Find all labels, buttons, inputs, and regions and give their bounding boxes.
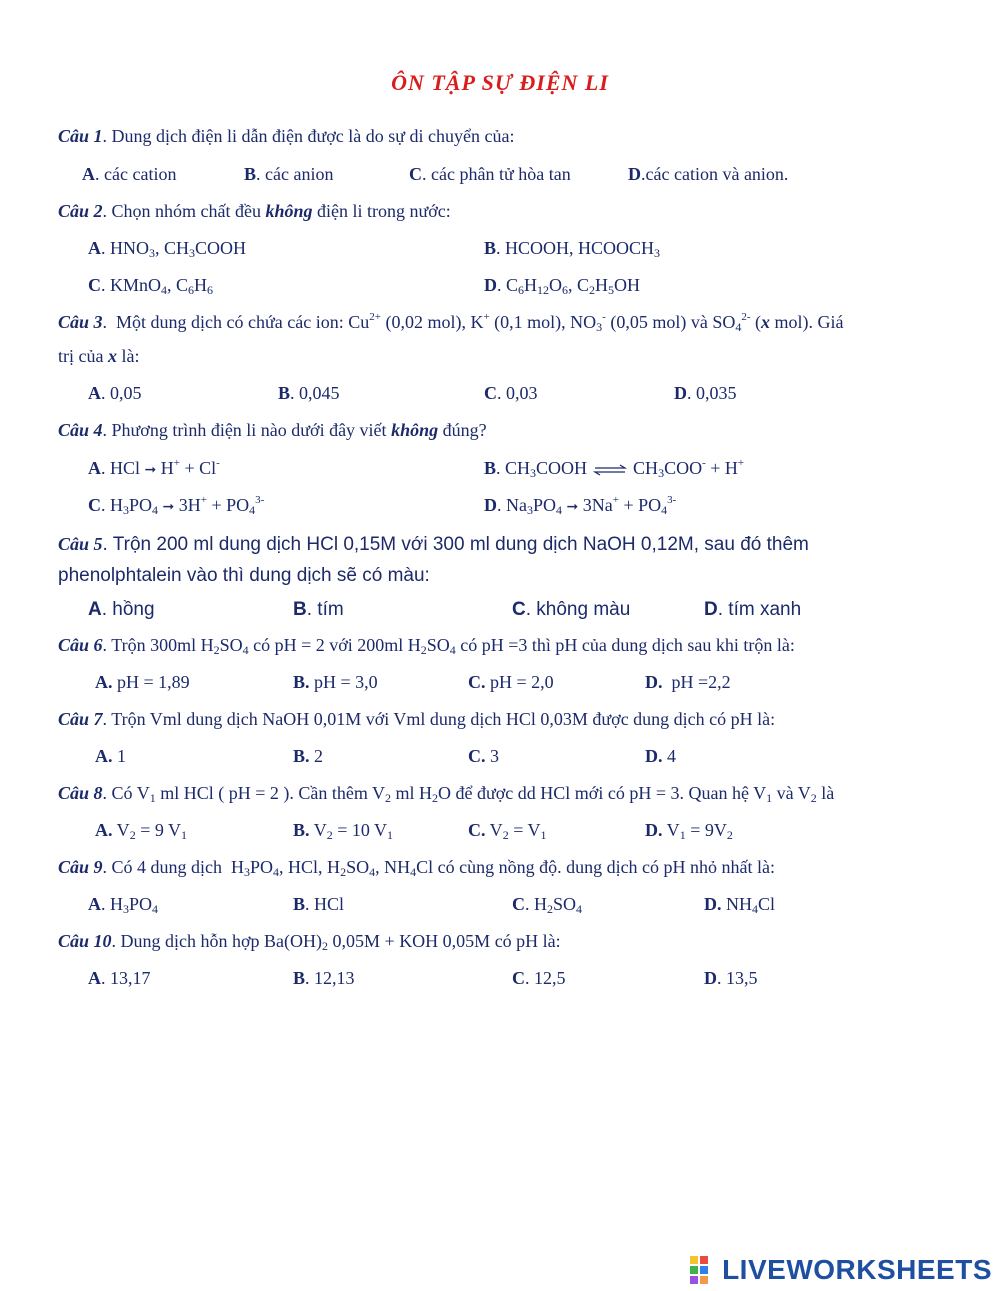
option-c[interactable]: C. không màu	[512, 599, 631, 620]
option-b[interactable]: B. HCOOH, $HCOOCH_3$	[484, 238, 661, 260]
option-c[interactable]: C. pH = 2,0	[468, 672, 554, 692]
option-c[interactable]: C. các phân tử hòa tan	[409, 164, 571, 184]
option-a[interactable]: A. 13,17	[88, 968, 151, 988]
option-d[interactable]: D. $V_1 = 9V_2$	[645, 820, 733, 842]
option-b[interactable]: B. pH = 3,0	[293, 672, 378, 692]
option-b[interactable]: B. $CH_3COOH$ $CH_3COO^- + H^+$	[484, 457, 745, 480]
option-d[interactable]: D. 4	[645, 746, 676, 766]
option-b[interactable]: B. HCl	[293, 894, 345, 914]
option-d[interactable]: D.các cation và anion.	[628, 164, 789, 184]
question-text: . Dung dịch điện li dẫn điện được là do sự di chuyển của:	[102, 126, 515, 146]
option-a[interactable]: A. 1	[95, 746, 126, 766]
option-c[interactable]: C. KMnO$_4$, $C_6H_6$	[88, 275, 214, 297]
brand-name: LIVEWORKSHEETS	[722, 1254, 992, 1285]
question-3-cont: trị của x là:	[58, 346, 140, 366]
option-a[interactable]: A. HCl ➞ H+ + Cl-	[88, 457, 220, 478]
option-a[interactable]: A. hồng	[88, 599, 155, 620]
option-d[interactable]: D. $Na_3PO_4$ ➞ $3Na^+ + PO_4^{3-}$	[484, 494, 677, 517]
question-3: Câu 3. Một dung dịch có chứa các ion: $Cu^{2+}$ (0,02 mol), K+ (0,1 mol), $NO_3^-$ (0,05 mol) và $SO_4^{2-}$ (x mol). Giá	[58, 311, 844, 334]
option-c[interactable]: C. 12,5	[512, 968, 566, 988]
question-1	[58, 125, 938, 147]
question-5: Câu 5. Trộn 200 ml dung dịch HCl 0,15M với 300 ml dung dịch NaOH 0,12M, sau đó thêm	[58, 534, 809, 555]
liveworksheets-logo[interactable]	[690, 1252, 992, 1288]
option-a[interactable]: A. $HNO_3$, $CH_3COOH$	[88, 238, 247, 260]
option-d[interactable]: D. pH =2,2	[645, 672, 731, 692]
option-b[interactable]: B. tím	[293, 599, 344, 620]
option-b[interactable]: B. 0,045	[278, 383, 340, 403]
option-c[interactable]: C. 0,03	[484, 383, 538, 403]
question-9: Câu 9. Có 4 dung dịch $H_3PO_4$, HCl, $H_2SO_4$, $NH_4Cl$ có cùng nồng độ. dung dịch có pH nhỏ nhất là:	[58, 857, 776, 879]
option-a[interactable]: A. $V_2 = 9$ $V_1$	[95, 820, 188, 842]
option-d[interactable]: D. 13,5	[704, 968, 758, 988]
question-2: Câu 2. Chọn nhóm chất đều không điện li trong nước:	[58, 201, 451, 221]
logo-blocks-icon	[690, 1256, 718, 1284]
option-a[interactable]: A. $H_3PO_4$	[88, 894, 159, 916]
option-d[interactable]: D. $NH_4Cl$	[704, 894, 776, 916]
option-b[interactable]: B. $V_2 = 10$ $V_1$	[293, 820, 394, 842]
question-5-cont: phenolphtalein vào thì dung dịch sẽ có màu:	[58, 565, 430, 586]
option-d[interactable]: D. 0,035	[674, 383, 737, 403]
question-8: Câu 8. Có $V_1$ ml HCl ( pH = 2 ). Cần thêm $V_2$ ml $H_2O$ để được dd HCl mới có pH = 3. Quan hệ $V_1$ và $V_2$ là	[58, 783, 835, 805]
option-d[interactable]: D. tím xanh	[704, 599, 802, 620]
question-number: Câu 1	[58, 126, 103, 146]
option-b[interactable]: B. 2	[293, 746, 324, 766]
equilibrium-arrow-icon	[593, 464, 627, 476]
question-6: Câu 6. Trộn 300ml $H_2SO_4$ có pH = 2 với 200ml $H_2SO_4$ có pH =3 thì pH của dung dịch sau khi trộn là:	[58, 635, 795, 657]
option-c[interactable]: C. $V_2 = V_1$	[468, 820, 547, 842]
option-a[interactable]: A. pH = 1,89	[95, 672, 190, 692]
page-title: ÔN TẬP SỰ ĐIỆN LI	[391, 70, 609, 95]
option-a[interactable]: A. 0,05	[88, 383, 142, 403]
option-c[interactable]: C. $H_3PO_4$ ➞ $3H^+ + PO_4^{3-}$	[88, 494, 265, 517]
option-c[interactable]: C. $H_2SO_4$	[512, 894, 583, 916]
option-b[interactable]: B. 12,13	[293, 968, 355, 988]
option-d[interactable]: D. $C_6H_{12}O_6$, $C_2H_5OH$	[484, 275, 641, 297]
question-10: Câu 10. Dung dịch hỗn hợp $Ba(OH)_2$ 0,05M + KOH 0,05M có pH là:	[58, 931, 561, 953]
option-c[interactable]: C. 3	[468, 746, 499, 766]
question-4: Câu 4. Phương trình điện li nào dưới đây viết không đúng?	[58, 420, 487, 440]
question-7: Câu 7. Trộn Vml dung dịch NaOH 0,01M với Vml dung dịch HCl 0,03M được dung dịch có pH là:	[58, 709, 776, 729]
option-a[interactable]: A. các cation	[82, 164, 177, 184]
option-b[interactable]: B. các anion	[244, 164, 334, 184]
